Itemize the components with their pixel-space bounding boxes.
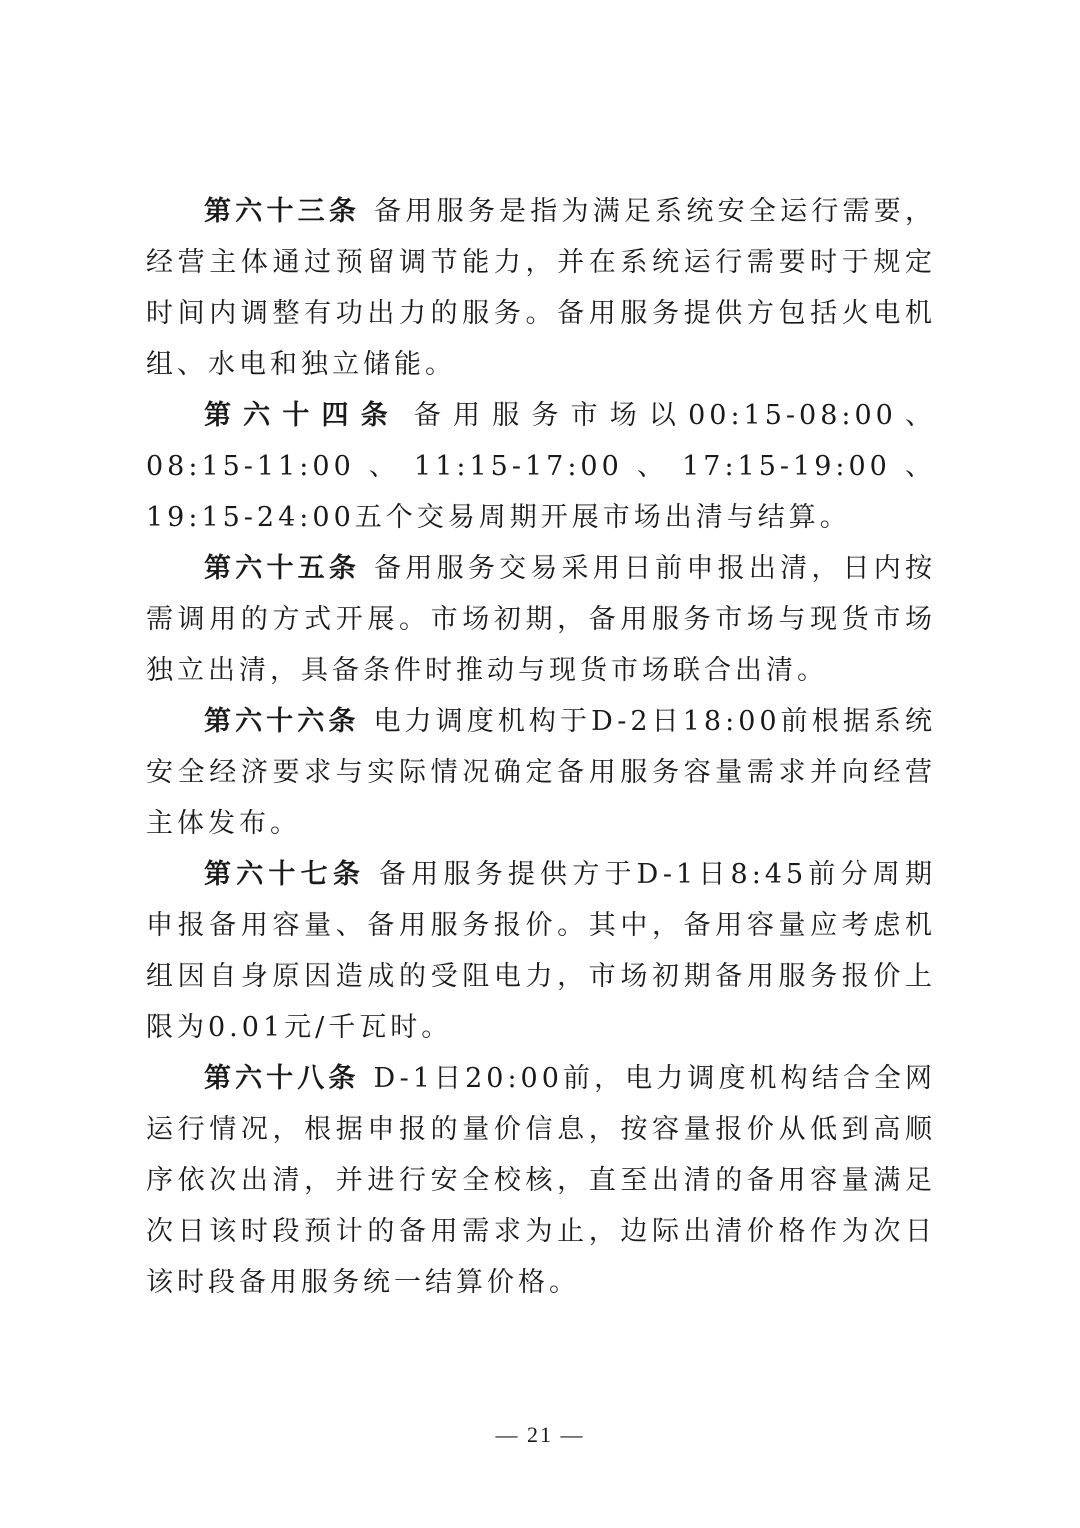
article-heading: 第六十三条 xyxy=(204,196,361,227)
article-text: 备用服务提供方于D-1日8:45前分周期申报备用容量、备用服务报价。其中，备用容量应考虑机组因自身原因造成的受阻电力，市场初期备用服务报价上限为0.01元/千瓦时。 xyxy=(146,859,936,1043)
page-number: — 21 — xyxy=(495,1422,585,1447)
article-heading: 第六十六条 xyxy=(204,706,360,737)
article-text: D-1日20:00前，电力调度机构结合全网运行情况，根据申报的量价信息，按容量报价从低到高顺序依次出清，并进行安全校核，直至出清的备用容量满足次日该时段预计的备用需求为止，边际出清价格作为次日该时段备用服务统一结算价格。 xyxy=(146,1063,937,1298)
article-68 xyxy=(146,1053,936,1308)
article-text: 电力调度机构于D-2日18:00前根据系统安全经济要求与实际情况确定备用服务容量需求并向经营主体发布。 xyxy=(146,706,937,839)
article-text: 备用服务市场以00:15-08:00、08:15-11:00、11:15-17:00、17:15-19:00、19:15-24:00五个交易周期开展市场出清与结算。 xyxy=(146,400,937,533)
article-text: 备用服务是指为满足系统安全运行需要，经营主体通过预留调节能力，并在系统运行需要时于规定时间内调整有功出力的服务。备用服务提供方包括火电机组、水电和独立储能。 xyxy=(146,196,937,380)
article-65 xyxy=(146,543,936,696)
article-heading: 第六十七条 xyxy=(204,859,366,890)
article-heading: 第六十八条 xyxy=(204,1063,360,1094)
article-heading: 第六十五条 xyxy=(204,553,361,584)
article-heading: 第六十四条 xyxy=(204,400,400,431)
article-67 xyxy=(146,849,936,1053)
article-text: 备用服务交易采用日前申报出清，日内按需调用的方式开展。市场初期，备用服务市场与现货市场独立出清，具备条件时推动与现货市场联合出清。 xyxy=(146,553,937,686)
article-64 xyxy=(146,390,936,543)
article-63 xyxy=(146,186,936,390)
article-66 xyxy=(146,696,936,849)
document-body xyxy=(146,186,936,1308)
